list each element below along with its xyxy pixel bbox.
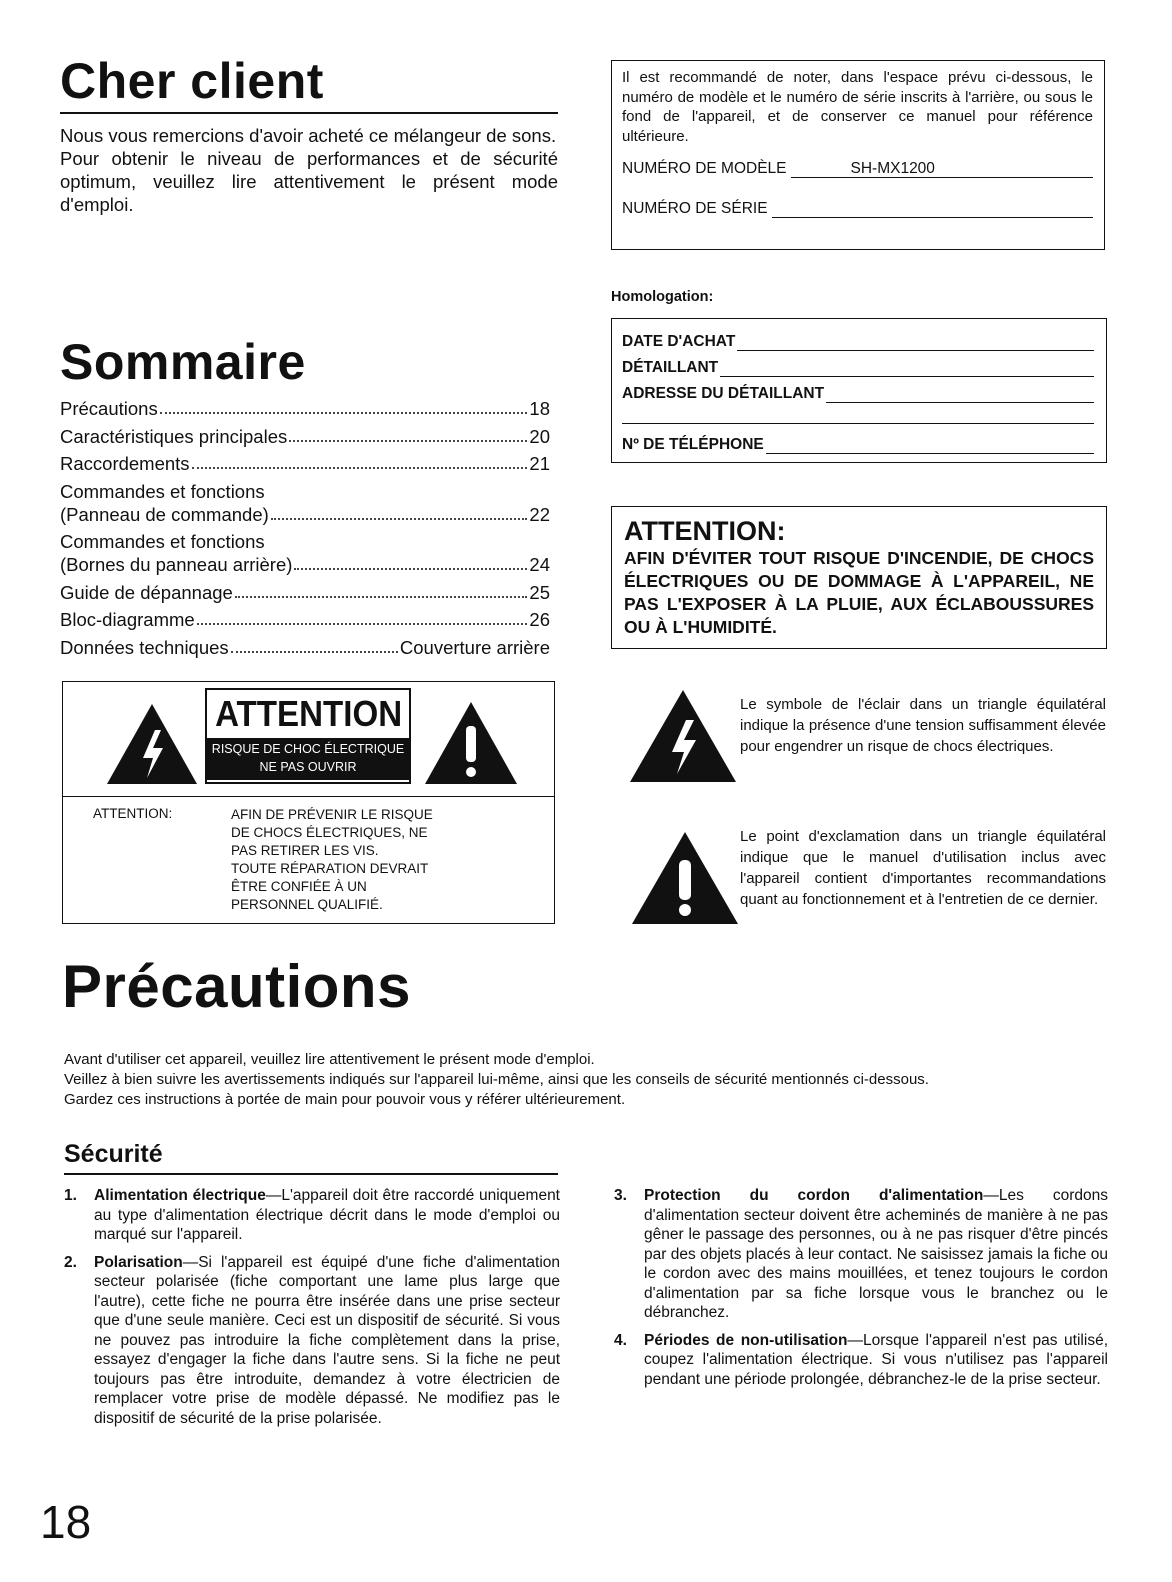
- caution-label-line: ÊTRE CONFIÉE À UN: [231, 879, 367, 894]
- serial-number-line: [772, 201, 1093, 218]
- securite-item: [64, 1253, 560, 1429]
- securite-item-text: —L'appareil doit être raccordé uniquement au type d'alimentation électrique décrit dans le mode d'emploi ou marqué sur l'appareil.: [94, 1187, 560, 1243]
- dealer-address-label: ADRESSE DU DÉTAILLANT: [622, 385, 825, 402]
- cher-client-section: [60, 52, 558, 216]
- toc-page: 20: [529, 425, 550, 447]
- toc-leader-dots: [197, 623, 528, 625]
- toc-label: Commandes et fonctions (Bornes du panneau arrière): [60, 531, 293, 575]
- caution-label-lines: [231, 806, 433, 914]
- toc-row: [60, 608, 550, 631]
- toc-row: [60, 636, 550, 659]
- securite-item-number: 2.: [64, 1253, 77, 1271]
- sommaire-title: Sommaire: [60, 334, 306, 390]
- toc-page: 18: [529, 398, 550, 419]
- securite-list-right: [614, 1186, 1108, 1397]
- toc-page: 26: [529, 609, 550, 630]
- toc-page: 24: [529, 554, 550, 575]
- sommaire-section: [60, 332, 550, 663]
- securite-heading: [64, 1138, 558, 1175]
- toc-row: [60, 530, 550, 576]
- homologation-box: [611, 318, 1107, 463]
- caution-label-title: ATTENTION: [215, 693, 403, 734]
- securite-item-heading: Alimentation électrique: [94, 1187, 266, 1204]
- toc-row: [60, 452, 550, 475]
- attention-warning-text: AFIN D'ÉVITER TOUT RISQUE D'INCENDIE, DE CHOCS ÉLECTRIQUES OU DE DOMMAGE À L'APPAREIL, NE PAS L'EXPOSER À LA PLUIE, AUX ÉCLABOUSSURES OU À L'HUMIDITÉ.: [624, 548, 1094, 637]
- record-box-text: Il est recommandé de noter, dans l'espace prévu ci-dessous, le numéro de modèle et le numéro de série inscrits à l'arrière, ou sous le fond de l'appareil, et de conserver ce manuel pour référence ultérieure.: [622, 69, 1093, 145]
- lightning-warning-icon: [105, 702, 199, 786]
- precautions-line1: Avant d'utiliser cet appareil, veuillez lire attentivement le présent mode d'emploi.: [64, 1051, 595, 1068]
- toc-label: Données techniques: [60, 636, 229, 658]
- phone-label: Nº DE TÉLÉPHONE: [622, 436, 764, 453]
- toc-page: Couverture arrière: [399, 636, 550, 658]
- page-number: 18: [40, 1496, 92, 1548]
- toc-leader-dots: [294, 568, 527, 570]
- toc-leader-dots: [235, 596, 528, 598]
- securite-item-heading: Protection du cordon d'alimentation: [644, 1187, 984, 1204]
- precautions-title: Précautions: [62, 953, 411, 1020]
- caution-label-divider: [63, 796, 554, 797]
- securite-item-heading: Polarisation: [94, 1253, 183, 1271]
- dealer-address-field: [622, 377, 1094, 403]
- securite-item-text: —Si l'appareil est équipé d'une fiche d'alimentation secteur polarisée (fiche comportant une lame plus large que l'autre), cette fiche ne pourra être insérée dans une prise secteur que d'une seule manière. Ceci est un dispositif de sécurité. Si vous ne pouvez pas introduire la fiche complètement dans la prise, essayez d'engager la fiche dans l'autre sens. Si la fiche ne peut toujours pas être introduite, demandez à votre électricien de remplacer votre prise de modèle dépassé. Ne modifiez pas le dispositif de sécurité de la prise polarisée.: [94, 1253, 560, 1427]
- phone-field: [622, 428, 1094, 454]
- caution-label-center: [205, 688, 411, 784]
- toc-label: Précautions: [60, 398, 158, 419]
- model-number-line: [791, 161, 1094, 178]
- caution-label-black-band: [207, 738, 409, 780]
- attention-warning-box: [611, 506, 1107, 649]
- toc-row: [60, 480, 550, 526]
- record-box: [611, 60, 1105, 250]
- caution-label-sub1: RISQUE DE CHOC ÉLECTRIQUE: [211, 742, 405, 756]
- lightning-symbol-text: Le symbole de l'éclair dans un triangle équilatéral indique la présence d'une tension suffisamment élevée pour engendrer un risque de chocs électriques.: [740, 696, 1106, 755]
- precautions-line2: Veillez à bien suivre les avertissements indiqués sur l'appareil lui-même, ainsi que les conseils de sécurité mentionnés ci-dessous.: [64, 1071, 929, 1088]
- exclamation-warning-icon: [423, 700, 519, 786]
- purchase-date-field: [622, 325, 1094, 351]
- toc-page: 21: [529, 453, 550, 474]
- toc-page: 25: [529, 581, 550, 603]
- precautions-intro: [64, 1050, 1124, 1110]
- exclamation-symbol-icon: [630, 830, 740, 926]
- exclamation-symbol-text: Le point d'exclamation dans un triangle équilatéral indique que le manuel d'utilisation inclus avec l'appareil contient d'importantes recommandations quant au fonctionnement et à l'entretien de ce dernier.: [740, 828, 1106, 908]
- serial-number-field: [622, 200, 1093, 218]
- toc-leader-dots: [289, 440, 527, 442]
- toc-label: Raccordements: [60, 453, 190, 474]
- caution-label-line: PERSONNEL QUALIFIÉ.: [231, 897, 383, 912]
- securite-item-number: 1.: [64, 1187, 77, 1204]
- securite-item-body: [644, 1186, 1108, 1323]
- securite-item-number: 3.: [614, 1187, 627, 1204]
- serial-number-label: NUMÉRO DE SÉRIE: [622, 200, 768, 217]
- securite-item: [614, 1331, 1108, 1390]
- securite-item-body: [94, 1253, 560, 1429]
- securite-title: Sécurité: [64, 1140, 163, 1168]
- caution-label-line: TOUTE RÉPARATION DEVRAIT: [231, 861, 429, 876]
- cher-client-title: Cher client: [60, 53, 324, 109]
- precautions-line3: Gardez ces instructions à portée de main pour pouvoir vous y référer ultérieurement.: [64, 1091, 626, 1108]
- caution-label-line: DE CHOCS ÉLECTRIQUES, NE: [231, 825, 428, 840]
- toc-leader-dots: [231, 651, 398, 653]
- purchase-date-label: DATE D'ACHAT: [622, 333, 736, 350]
- dealer-field: [622, 351, 1094, 377]
- caution-label-sub2: NE PAS OUVRIR: [259, 760, 357, 774]
- toc-label: Bloc-diagramme: [60, 609, 195, 630]
- securite-list-left: [64, 1186, 560, 1436]
- caution-label-line: PAS RETIRER LES VIS.: [231, 843, 379, 858]
- securite-item-body: [94, 1186, 560, 1245]
- toc-row: [60, 581, 550, 604]
- toc-label: Commandes et fonctions (Panneau de commande): [60, 480, 269, 525]
- securite-item-text: —Lorsque l'appareil n'est pas utilisé, coupez l'alimentation électrique. Si vous n'utilisez pas l'appareil pendant une période prolongée, débranchez-le de la prise secteur.: [644, 1331, 1108, 1388]
- model-number-label: NUMÉRO DE MODÈLE: [622, 160, 787, 177]
- securite-item: [614, 1186, 1108, 1323]
- toc-page: 22: [529, 503, 550, 525]
- lightning-symbol-icon: [628, 688, 738, 784]
- caution-label-line: AFIN DE PRÉVENIR LE RISQUE: [231, 807, 433, 822]
- securite-item-body: [644, 1331, 1108, 1390]
- toc-label: Caractéristiques principales: [60, 425, 288, 447]
- attention-warning-title: ATTENTION:: [624, 516, 786, 546]
- toc-row: [60, 425, 550, 448]
- cher-client-heading-rule: [60, 52, 558, 114]
- securite-item-heading: Périodes de non-utilisation: [644, 1331, 848, 1349]
- cher-client-para1: Nous vous remercions d'avoir acheté ce mélangeur de sons.: [60, 125, 557, 146]
- securite-item-number: 4.: [614, 1331, 627, 1349]
- cher-client-para2: Pour obtenir le niveau de performances et de sécurité optimum, veuillez lire attentivement le présent mode d'emploi.: [60, 148, 558, 215]
- caution-label-left-label: ATTENTION:: [93, 806, 173, 821]
- toc-leader-dots: [271, 518, 528, 520]
- homologation-label: Homologation:: [611, 289, 714, 305]
- securite-item: [64, 1186, 560, 1245]
- dealer-label: DÉTAILLANT: [622, 359, 719, 376]
- model-number-value: SH-MX1200: [850, 160, 935, 177]
- toc-leader-dots: [160, 412, 528, 414]
- extra-address-line: [622, 403, 1094, 424]
- securite-item-text: —Les cordons d'alimentation secteur doivent être acheminés de manière à ne pas gêner le passage des personnes, ou à ne pas risquer d'être pincés par des objets placés à leur contact. Ne saisissez jamais la fiche ou le cordon avec des mains mouillées, et tenez toujours le cordon d'alimentation par sa fiche lorsque vous le branchez ou le débranchez.: [644, 1187, 1108, 1321]
- caution-label-box: [62, 681, 555, 924]
- toc-list: [60, 397, 550, 659]
- toc-row: [60, 397, 550, 420]
- toc-leader-dots: [192, 467, 528, 469]
- model-number-field: [622, 160, 1093, 178]
- toc-label: Guide de dépannage: [60, 581, 233, 603]
